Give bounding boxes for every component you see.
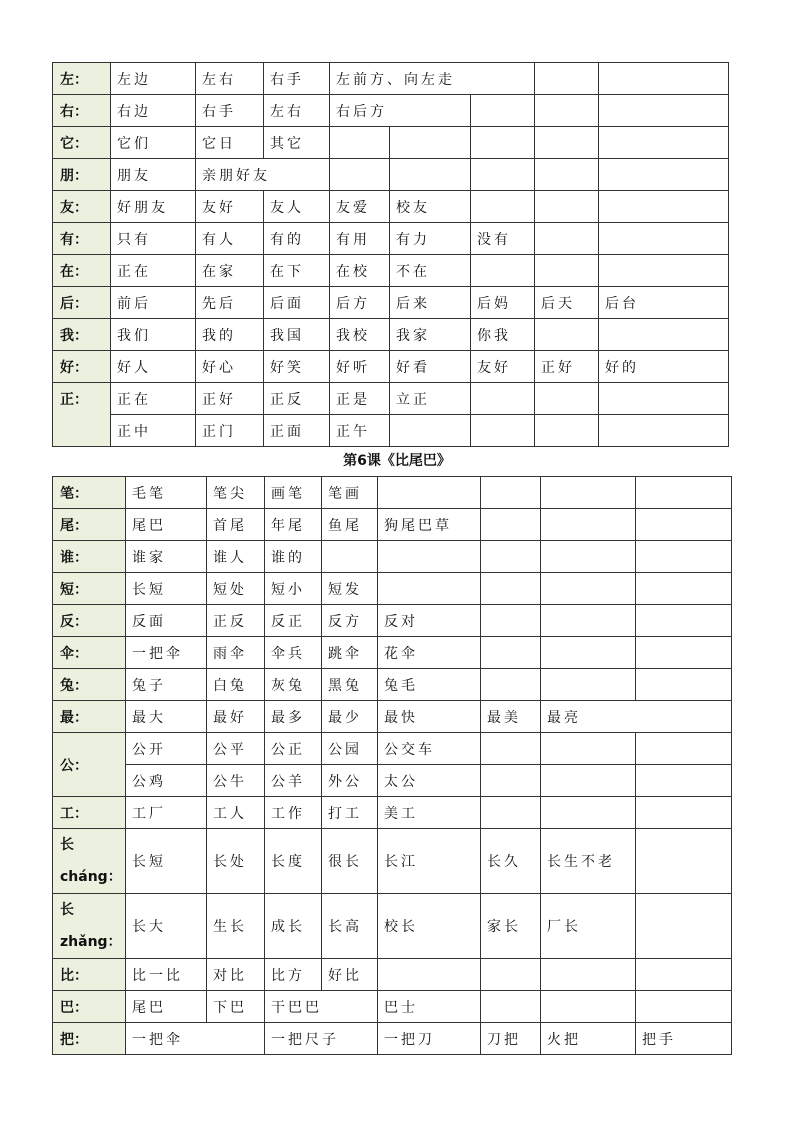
word-cell: 尾巴 bbox=[126, 991, 207, 1023]
word-cell: 右边 bbox=[111, 95, 196, 127]
word-cell: 谁人 bbox=[207, 541, 265, 573]
word-cell bbox=[535, 383, 599, 415]
word-cell bbox=[535, 95, 599, 127]
word-cell: 正面 bbox=[264, 415, 330, 447]
char-cell: 谁： bbox=[53, 541, 126, 573]
word-cell bbox=[636, 509, 732, 541]
word-cell: 干巴巴 bbox=[265, 991, 378, 1023]
word-cell: 其它 bbox=[264, 127, 330, 159]
word-cell: 正午 bbox=[330, 415, 390, 447]
table-row bbox=[53, 765, 732, 797]
word-cell bbox=[636, 605, 732, 637]
table-row bbox=[53, 63, 729, 95]
char-cell: 左： bbox=[53, 63, 111, 95]
word-cell: 亲朋好友 bbox=[196, 159, 330, 191]
word-cell bbox=[390, 127, 471, 159]
word-cell: 公园 bbox=[322, 733, 378, 765]
table-row bbox=[53, 637, 732, 669]
word-cell bbox=[636, 829, 732, 894]
table-row bbox=[53, 669, 732, 701]
table-row bbox=[53, 605, 732, 637]
word-cell: 有用 bbox=[330, 223, 390, 255]
word-cell: 正门 bbox=[196, 415, 264, 447]
word-cell: 好的 bbox=[599, 351, 729, 383]
word-cell: 公交车 bbox=[378, 733, 481, 765]
word-cell bbox=[481, 605, 541, 637]
word-cell: 长久 bbox=[481, 829, 541, 894]
word-cell: 好心 bbox=[196, 351, 264, 383]
word-cell: 正好 bbox=[196, 383, 264, 415]
word-cell bbox=[636, 765, 732, 797]
word-cell: 最好 bbox=[207, 701, 265, 733]
word-cell: 没有 bbox=[471, 223, 535, 255]
word-cell: 在校 bbox=[330, 255, 390, 287]
word-cell: 生长 bbox=[207, 894, 265, 959]
word-cell: 后妈 bbox=[471, 287, 535, 319]
word-cell bbox=[541, 541, 636, 573]
word-cell: 工作 bbox=[265, 797, 322, 829]
word-cell: 有的 bbox=[264, 223, 330, 255]
table-row bbox=[53, 541, 732, 573]
word-cell: 厂长 bbox=[541, 894, 636, 959]
word-cell bbox=[636, 797, 732, 829]
table-row bbox=[53, 287, 729, 319]
word-cell bbox=[471, 95, 535, 127]
word-cell: 左边 bbox=[111, 63, 196, 95]
word-cell: 最少 bbox=[322, 701, 378, 733]
word-cell bbox=[322, 541, 378, 573]
word-cell bbox=[599, 255, 729, 287]
char-cell: 后： bbox=[53, 287, 111, 319]
char-pinyin: zhǎng： bbox=[60, 934, 122, 950]
word-cell: 刀把 bbox=[481, 1023, 541, 1055]
word-cell bbox=[599, 191, 729, 223]
char-cell: 把： bbox=[53, 1023, 126, 1055]
word-cell bbox=[481, 959, 541, 991]
word-cell: 外公 bbox=[322, 765, 378, 797]
word-cell: 友好 bbox=[196, 191, 264, 223]
char-cell: 兔： bbox=[53, 669, 126, 701]
word-cell bbox=[636, 669, 732, 701]
word-cell: 伞兵 bbox=[265, 637, 322, 669]
word-cell: 公羊 bbox=[265, 765, 322, 797]
word-cell: 在家 bbox=[196, 255, 264, 287]
word-cell: 你我 bbox=[471, 319, 535, 351]
word-cell: 有力 bbox=[390, 223, 471, 255]
word-cell bbox=[535, 319, 599, 351]
word-cell bbox=[541, 605, 636, 637]
word-cell: 画笔 bbox=[265, 477, 322, 509]
word-cell: 长高 bbox=[322, 894, 378, 959]
word-cell: 左右 bbox=[196, 63, 264, 95]
word-cell: 鱼尾 bbox=[322, 509, 378, 541]
word-cell: 友人 bbox=[264, 191, 330, 223]
word-cell: 长度 bbox=[265, 829, 322, 894]
word-cell: 打工 bbox=[322, 797, 378, 829]
char-cell: 比： bbox=[53, 959, 126, 991]
lesson-title: 第6课《比尾巴》 bbox=[343, 453, 451, 469]
word-cell: 笔画 bbox=[322, 477, 378, 509]
word-cell: 我的 bbox=[196, 319, 264, 351]
word-cell: 一把伞 bbox=[126, 1023, 265, 1055]
word-cell bbox=[599, 95, 729, 127]
word-cell: 年尾 bbox=[265, 509, 322, 541]
word-cell bbox=[541, 991, 636, 1023]
char-cell: 巴： bbox=[53, 991, 126, 1023]
word-cell: 长江 bbox=[378, 829, 481, 894]
table-row bbox=[53, 894, 732, 959]
word-cell: 短小 bbox=[265, 573, 322, 605]
word-cell: 一把刀 bbox=[378, 1023, 481, 1055]
word-cell: 短发 bbox=[322, 573, 378, 605]
word-cell: 对比 bbox=[207, 959, 265, 991]
word-cell: 首尾 bbox=[207, 509, 265, 541]
word-cell: 兔子 bbox=[126, 669, 207, 701]
word-cell: 不在 bbox=[390, 255, 471, 287]
word-cell bbox=[636, 477, 732, 509]
word-cell: 左前方、向左走 bbox=[330, 63, 535, 95]
word-cell: 比方 bbox=[265, 959, 322, 991]
char-cell: 有： bbox=[53, 223, 111, 255]
char-cell: 工： bbox=[53, 797, 126, 829]
word-cell: 我们 bbox=[111, 319, 196, 351]
word-cell: 它们 bbox=[111, 127, 196, 159]
word-cell: 校长 bbox=[378, 894, 481, 959]
word-cell: 一把尺子 bbox=[265, 1023, 378, 1055]
word-cell: 好比 bbox=[322, 959, 378, 991]
char-cell: 好： bbox=[53, 351, 111, 383]
char-cell: 伞： bbox=[53, 637, 126, 669]
word-cell: 反正 bbox=[265, 605, 322, 637]
word-cell bbox=[471, 383, 535, 415]
word-cell: 长大 bbox=[126, 894, 207, 959]
word-cell: 好听 bbox=[330, 351, 390, 383]
word-cell bbox=[535, 415, 599, 447]
word-cell: 比一比 bbox=[126, 959, 207, 991]
word-cell: 有人 bbox=[196, 223, 264, 255]
word-cell: 后方 bbox=[330, 287, 390, 319]
word-cell bbox=[599, 159, 729, 191]
word-cell bbox=[535, 191, 599, 223]
word-cell: 白兔 bbox=[207, 669, 265, 701]
vocab-table-2 bbox=[52, 476, 732, 1055]
word-cell bbox=[378, 541, 481, 573]
word-cell bbox=[541, 959, 636, 991]
word-cell: 后天 bbox=[535, 287, 599, 319]
word-cell: 一把伞 bbox=[126, 637, 207, 669]
word-cell: 左右 bbox=[264, 95, 330, 127]
word-cell bbox=[471, 127, 535, 159]
table-row bbox=[53, 991, 732, 1023]
word-cell bbox=[378, 573, 481, 605]
char-cell: 反： bbox=[53, 605, 126, 637]
word-cell: 公开 bbox=[126, 733, 207, 765]
word-cell bbox=[481, 573, 541, 605]
word-cell: 成长 bbox=[265, 894, 322, 959]
word-cell: 长生不老 bbox=[541, 829, 636, 894]
word-cell bbox=[535, 127, 599, 159]
table-row bbox=[53, 383, 729, 415]
word-cell bbox=[599, 415, 729, 447]
word-cell bbox=[378, 477, 481, 509]
word-cell: 毛笔 bbox=[126, 477, 207, 509]
word-cell: 先后 bbox=[196, 287, 264, 319]
word-cell bbox=[541, 573, 636, 605]
word-cell: 狗尾巴草 bbox=[378, 509, 481, 541]
vocab-table-1 bbox=[52, 62, 729, 447]
word-cell: 公平 bbox=[207, 733, 265, 765]
word-cell: 右手 bbox=[264, 63, 330, 95]
char-label: 长 bbox=[60, 902, 74, 918]
word-cell bbox=[636, 894, 732, 959]
table-row bbox=[53, 351, 729, 383]
word-cell bbox=[471, 159, 535, 191]
word-cell: 我校 bbox=[330, 319, 390, 351]
word-cell: 最亮 bbox=[541, 701, 732, 733]
word-cell: 谁家 bbox=[126, 541, 207, 573]
word-cell bbox=[541, 733, 636, 765]
word-cell bbox=[541, 637, 636, 669]
word-cell bbox=[471, 255, 535, 287]
word-cell bbox=[535, 63, 599, 95]
word-cell: 右手 bbox=[196, 95, 264, 127]
word-cell: 正反 bbox=[264, 383, 330, 415]
word-cell: 好朋友 bbox=[111, 191, 196, 223]
char-cell: 最： bbox=[53, 701, 126, 733]
word-cell bbox=[599, 127, 729, 159]
word-cell: 最大 bbox=[126, 701, 207, 733]
word-cell: 火把 bbox=[541, 1023, 636, 1055]
word-cell bbox=[390, 159, 471, 191]
word-cell bbox=[481, 765, 541, 797]
table-row bbox=[53, 829, 732, 894]
word-cell: 兔毛 bbox=[378, 669, 481, 701]
word-cell: 工厂 bbox=[126, 797, 207, 829]
word-cell: 正反 bbox=[207, 605, 265, 637]
word-cell: 我家 bbox=[390, 319, 471, 351]
word-cell: 友好 bbox=[471, 351, 535, 383]
table-row bbox=[53, 319, 729, 351]
word-cell: 跳伞 bbox=[322, 637, 378, 669]
char-cell: 右： bbox=[53, 95, 111, 127]
char-cell: 正： bbox=[53, 383, 111, 447]
word-cell: 短处 bbox=[207, 573, 265, 605]
word-cell: 正中 bbox=[111, 415, 196, 447]
word-cell: 好人 bbox=[111, 351, 196, 383]
word-cell: 正好 bbox=[535, 351, 599, 383]
word-cell: 好笑 bbox=[264, 351, 330, 383]
word-cell bbox=[636, 573, 732, 605]
char-cell: 公： bbox=[53, 733, 126, 797]
word-cell bbox=[541, 669, 636, 701]
char-cell: 在： bbox=[53, 255, 111, 287]
char-label: 长 bbox=[60, 837, 74, 853]
word-cell bbox=[541, 765, 636, 797]
word-cell: 反面 bbox=[126, 605, 207, 637]
word-cell: 在下 bbox=[264, 255, 330, 287]
word-cell: 把手 bbox=[636, 1023, 732, 1055]
word-cell: 正是 bbox=[330, 383, 390, 415]
char-cell: 尾： bbox=[53, 509, 126, 541]
word-cell: 前后 bbox=[111, 287, 196, 319]
word-cell: 长短 bbox=[126, 829, 207, 894]
word-cell: 反对 bbox=[378, 605, 481, 637]
char-cell: 短： bbox=[53, 573, 126, 605]
word-cell: 公正 bbox=[265, 733, 322, 765]
word-cell bbox=[599, 383, 729, 415]
word-cell bbox=[535, 255, 599, 287]
word-cell bbox=[636, 541, 732, 573]
char-cell bbox=[53, 894, 126, 959]
word-cell: 工人 bbox=[207, 797, 265, 829]
word-cell bbox=[471, 191, 535, 223]
word-cell: 黑兔 bbox=[322, 669, 378, 701]
word-cell bbox=[636, 637, 732, 669]
table-row bbox=[53, 415, 729, 447]
table-row bbox=[53, 573, 732, 605]
word-cell: 家长 bbox=[481, 894, 541, 959]
word-cell bbox=[541, 797, 636, 829]
table-row bbox=[53, 159, 729, 191]
table-row bbox=[53, 191, 729, 223]
word-cell: 谁的 bbox=[265, 541, 322, 573]
word-cell: 很长 bbox=[322, 829, 378, 894]
word-cell bbox=[636, 733, 732, 765]
char-cell: 朋： bbox=[53, 159, 111, 191]
word-cell: 后来 bbox=[390, 287, 471, 319]
word-cell: 后台 bbox=[599, 287, 729, 319]
word-cell bbox=[599, 63, 729, 95]
word-cell bbox=[481, 477, 541, 509]
word-cell bbox=[481, 669, 541, 701]
word-cell: 校友 bbox=[390, 191, 471, 223]
word-cell: 好看 bbox=[390, 351, 471, 383]
word-cell bbox=[481, 991, 541, 1023]
word-cell bbox=[481, 509, 541, 541]
word-cell bbox=[330, 159, 390, 191]
table-row bbox=[53, 223, 729, 255]
word-cell: 正在 bbox=[111, 383, 196, 415]
char-cell: 友： bbox=[53, 191, 111, 223]
word-cell: 美工 bbox=[378, 797, 481, 829]
word-cell bbox=[390, 415, 471, 447]
char-cell bbox=[53, 829, 126, 894]
word-cell bbox=[599, 319, 729, 351]
char-cell: 我： bbox=[53, 319, 111, 351]
word-cell: 右后方 bbox=[330, 95, 471, 127]
word-cell: 我国 bbox=[264, 319, 330, 351]
word-cell: 朋友 bbox=[111, 159, 196, 191]
word-cell bbox=[541, 477, 636, 509]
word-cell: 正在 bbox=[111, 255, 196, 287]
word-cell: 最快 bbox=[378, 701, 481, 733]
word-cell: 太公 bbox=[378, 765, 481, 797]
char-cell: 它： bbox=[53, 127, 111, 159]
table-row bbox=[53, 797, 732, 829]
word-cell bbox=[481, 541, 541, 573]
char-pinyin: cháng： bbox=[60, 869, 122, 885]
word-cell: 长短 bbox=[126, 573, 207, 605]
word-cell: 最多 bbox=[265, 701, 322, 733]
word-cell bbox=[599, 223, 729, 255]
word-cell bbox=[330, 127, 390, 159]
word-cell: 后面 bbox=[264, 287, 330, 319]
word-cell: 笔尖 bbox=[207, 477, 265, 509]
word-cell bbox=[471, 415, 535, 447]
char-cell: 笔： bbox=[53, 477, 126, 509]
word-cell: 尾巴 bbox=[126, 509, 207, 541]
word-cell bbox=[481, 733, 541, 765]
word-cell bbox=[378, 959, 481, 991]
word-cell: 下巴 bbox=[207, 991, 265, 1023]
word-cell: 最美 bbox=[481, 701, 541, 733]
word-cell: 雨伞 bbox=[207, 637, 265, 669]
word-cell: 公鸡 bbox=[126, 765, 207, 797]
table-row bbox=[53, 733, 732, 765]
word-cell: 花伞 bbox=[378, 637, 481, 669]
table-row bbox=[53, 701, 732, 733]
table-row bbox=[53, 95, 729, 127]
table-row bbox=[53, 255, 729, 287]
table-row bbox=[53, 477, 732, 509]
word-cell bbox=[535, 223, 599, 255]
word-cell: 只有 bbox=[111, 223, 196, 255]
word-cell: 反方 bbox=[322, 605, 378, 637]
word-cell bbox=[541, 509, 636, 541]
word-cell bbox=[481, 797, 541, 829]
table-row bbox=[53, 959, 732, 991]
word-cell: 巴士 bbox=[378, 991, 481, 1023]
table-row bbox=[53, 127, 729, 159]
word-cell: 立正 bbox=[390, 383, 471, 415]
table-row bbox=[53, 509, 732, 541]
word-cell bbox=[636, 959, 732, 991]
word-cell: 友爱 bbox=[330, 191, 390, 223]
table-row bbox=[53, 1023, 732, 1055]
word-cell bbox=[481, 637, 541, 669]
word-cell bbox=[535, 159, 599, 191]
word-cell: 它日 bbox=[196, 127, 264, 159]
word-cell bbox=[636, 991, 732, 1023]
word-cell: 公牛 bbox=[207, 765, 265, 797]
word-cell: 灰兔 bbox=[265, 669, 322, 701]
word-cell: 长处 bbox=[207, 829, 265, 894]
